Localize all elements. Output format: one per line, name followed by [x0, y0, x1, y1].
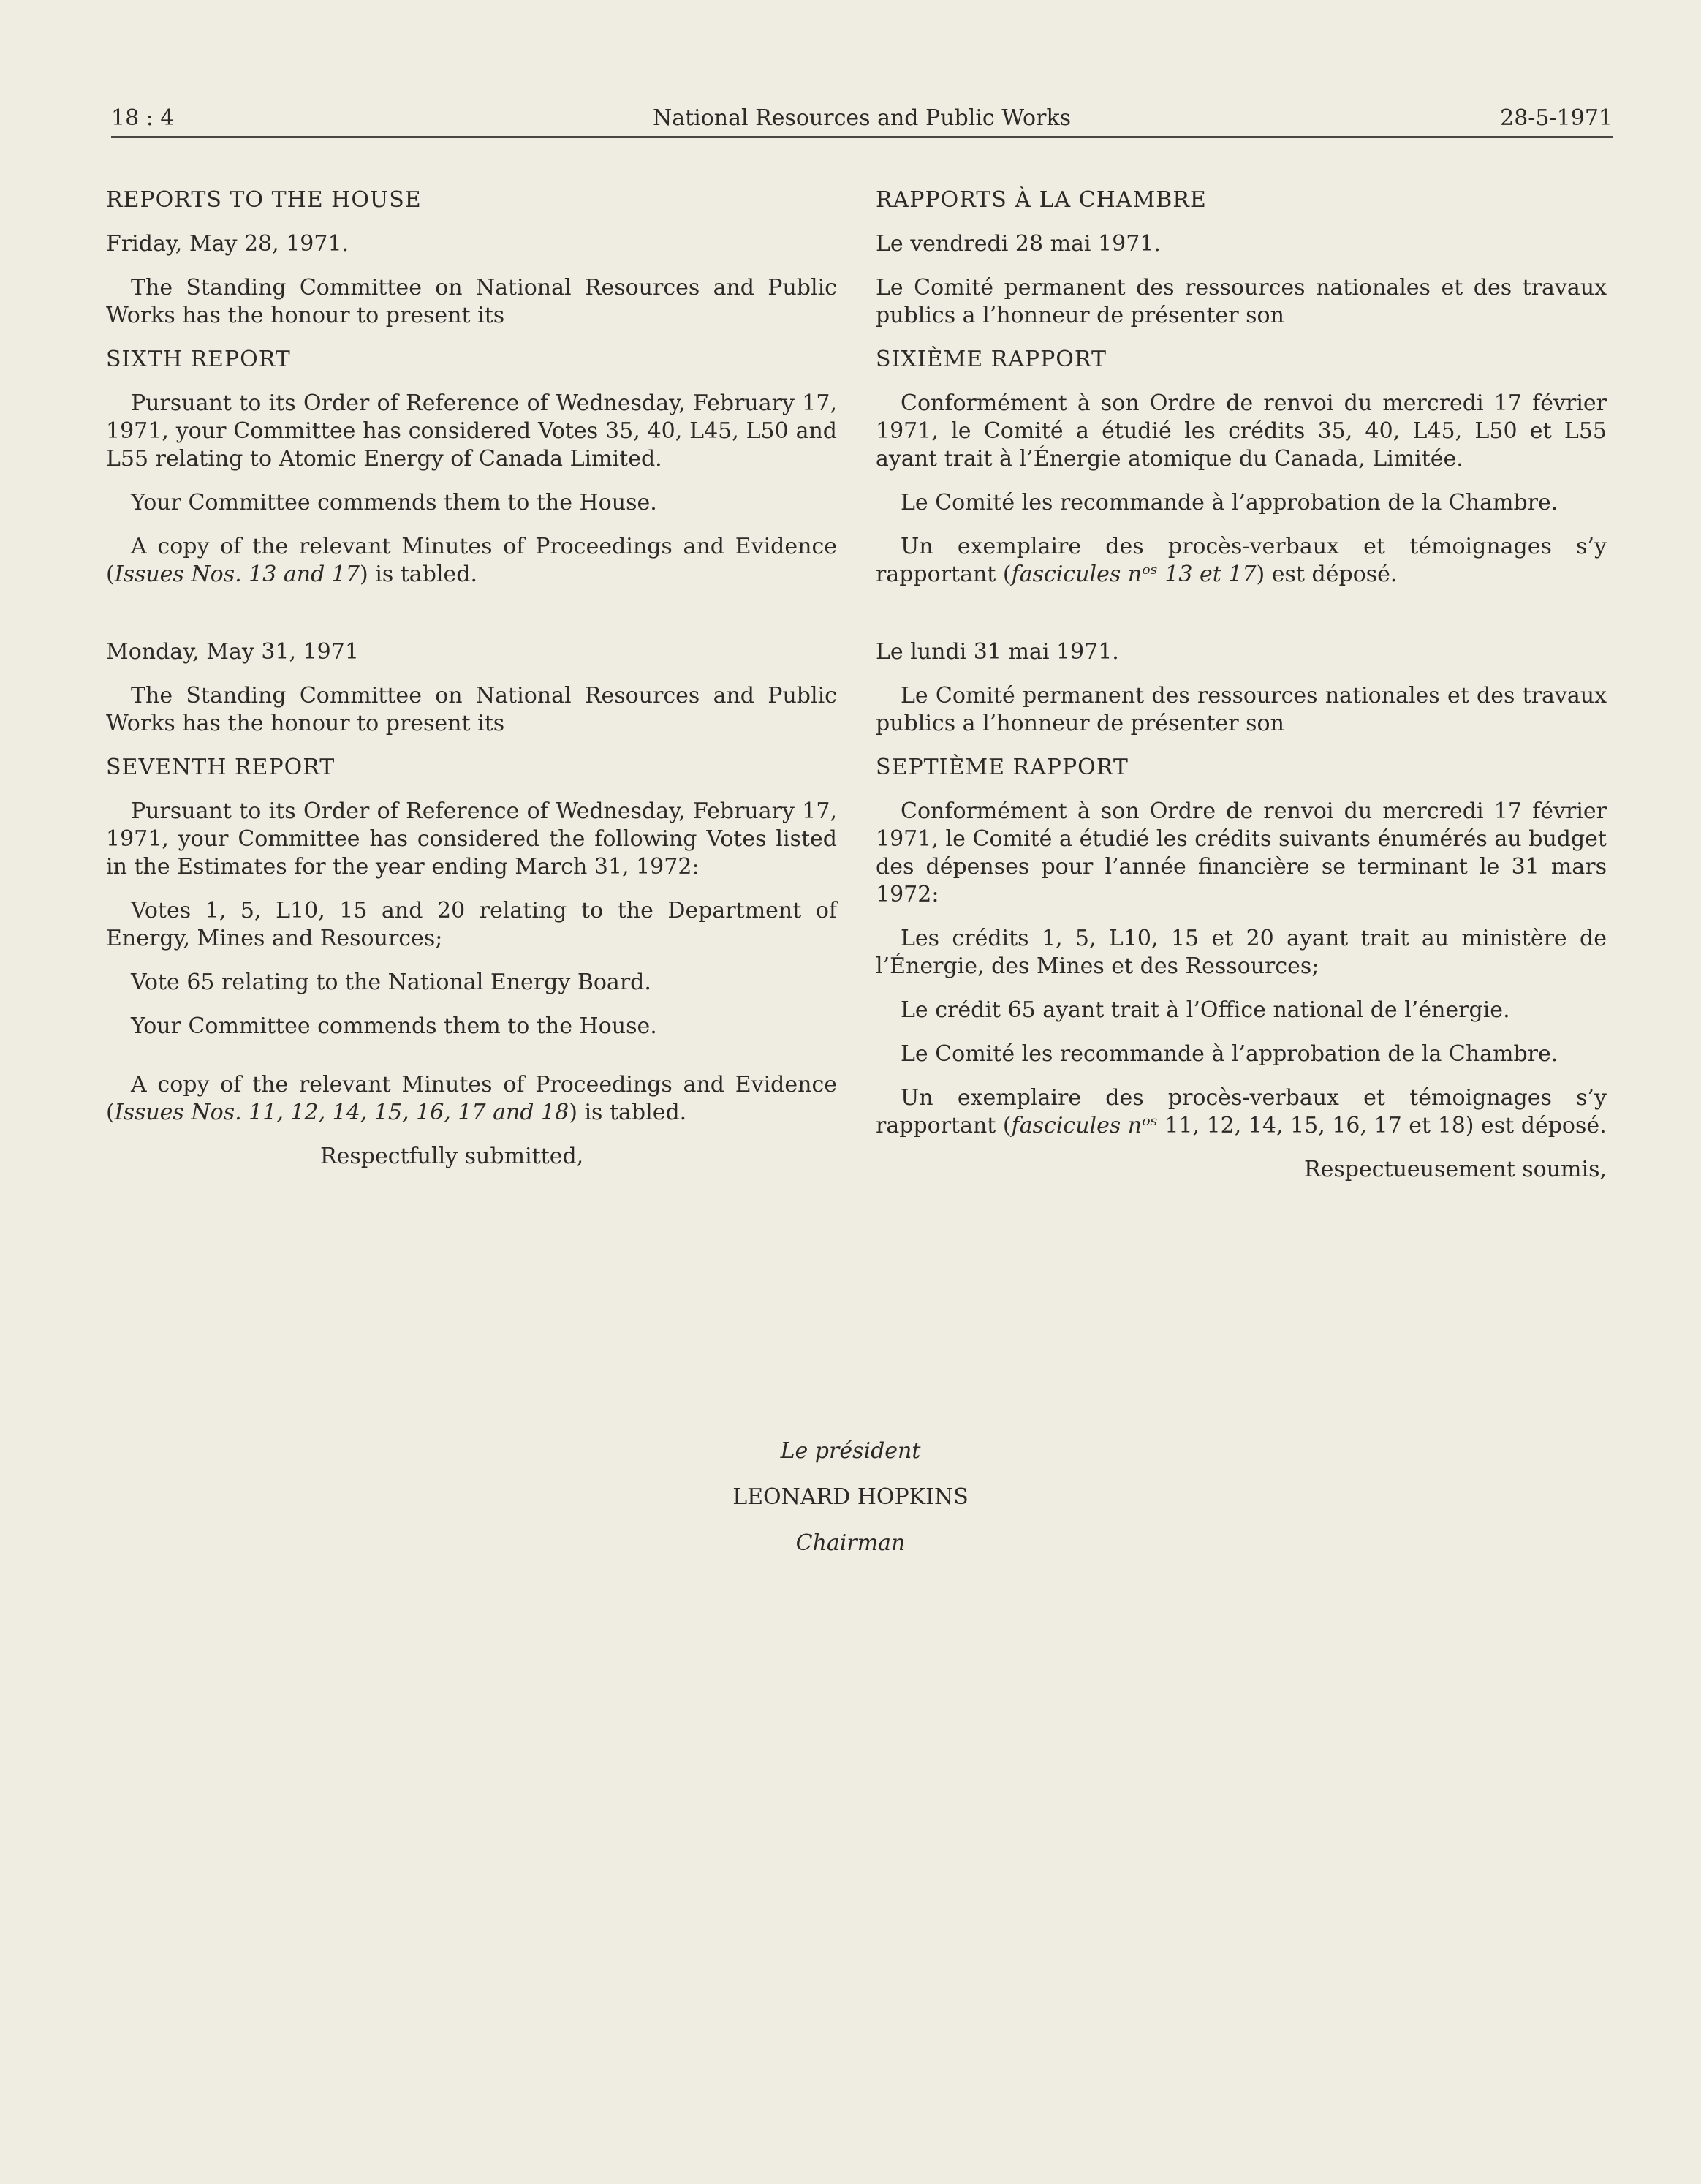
- closing-line: Respectueusement soumis,: [1304, 1157, 1607, 1182]
- report-date: Monday, May 31, 1971: [106, 639, 359, 665]
- report-intro: Le Comité permanent des ressources nationales et des travaux publics a l’honneur de présenter son: [876, 275, 1607, 328]
- report-vote-65: Le crédit 65 ayant trait à l’Office national de l’énergie.: [901, 997, 1510, 1023]
- report-body: Pursuant to its Order of Reference of Wednesday, February 17, 1971, your Committee has considered the following Votes listed in the Estimates for the year ending March 31, 1972:: [106, 798, 837, 880]
- report-title: SEPTIÈME RAPPORT: [876, 755, 1129, 780]
- report-vote-65: Vote 65 relating to the National Energy Board.: [131, 970, 651, 995]
- report-body: Conformément à son Ordre de renvoi du mercredi 17 février 1971, le Comité a étudié les crédits 35, 40, L45, L50 et L55 ayant trait à l’Énergie atomique du Canada, Limitée.: [876, 390, 1607, 472]
- section-heading: REPORTS TO THE HOUSE: [106, 187, 422, 213]
- report-body: Conformément à son Ordre de renvoi du mercredi 17 février 1971, le Comité a étudié les crédits suivants énumérés au budget des dépenses pour l’année financière se terminant le 31 mars 1972:: [876, 798, 1607, 907]
- report-copy-note: A copy of the relevant Minutes of Proceedings and Evidence (Issues Nos. 13 and 17) is tabled.: [106, 534, 837, 587]
- report-commend: Your Committee commends them to the House.: [131, 490, 657, 515]
- running-title: National Resources and Public Works: [652, 105, 1072, 131]
- report-title: SIXIÈME RAPPORT: [876, 347, 1107, 372]
- report-votes: Votes 1, 5, L10, 15 and 20 relating to the Department of Energy, Mines and Resources;: [106, 898, 837, 951]
- closing-line: Respectfully submitted,: [320, 1144, 584, 1169]
- report-copy-note: A copy of the relevant Minutes of Proceedings and Evidence (Issues Nos. 11, 12, 14, 15, 16, 17 and 18) is tabled.: [106, 1072, 837, 1125]
- report-commend: Your Committee commends them to the House.: [131, 1013, 657, 1039]
- report-title: SIXTH REPORT: [106, 347, 291, 372]
- report-date: Friday, May 28, 1971.: [106, 231, 349, 257]
- report-intro: The Standing Committee on National Resources and Public Works has the honour to present its: [106, 683, 837, 736]
- english-column: [106, 186, 837, 1187]
- report-date: Le lundi 31 mai 1971.: [876, 639, 1119, 665]
- report-commend: Le Comité les recommande à l’approbation de la Chambre.: [901, 490, 1558, 515]
- chair-name: LEONARD HOPKINS: [732, 1484, 969, 1510]
- chair-title-en: Chairman: [795, 1530, 906, 1556]
- report-copy-note: Un exemplaire des procès-verbaux et témoignages s’y rapportant (fascicules nᵒˢ 11, 12, 14, 15, 16, 17 et 18) est déposé.: [876, 1085, 1607, 1138]
- report-commend: Le Comité les recommande à l’approbation de la Chambre.: [901, 1041, 1558, 1067]
- report-title: SEVENTH REPORT: [106, 755, 336, 780]
- chair-title-fr: Le président: [780, 1438, 921, 1464]
- report-body: Pursuant to its Order of Reference of Wednesday, February 17, 1971, your Committee has considered Votes 35, 40, L45, L50 and L55 relating to Atomic Energy of Canada Limited.: [106, 390, 837, 472]
- report-copy-note: Un exemplaire des procès-verbaux et témoignages s’y rapportant (fascicules nᵒˢ 13 et 17) est déposé.: [876, 534, 1607, 587]
- report-intro: The Standing Committee on National Resources and Public Works has the honour to present its: [106, 275, 837, 328]
- report-date: Le vendredi 28 mai 1971.: [876, 231, 1161, 257]
- report-intro: Le Comité permanent des ressources nationales et des travaux publics a l’honneur de présenter son: [876, 683, 1607, 736]
- french-column: [876, 186, 1607, 1200]
- section-heading: RAPPORTS À LA CHAMBRE: [876, 187, 1207, 213]
- header-date: 28-5-1971: [1500, 105, 1613, 131]
- report-votes: Les crédits 1, 5, L10, 15 et 20 ayant trait au ministère de l’Énergie, des Mines et des Ressources;: [876, 926, 1607, 979]
- page-number: 18 : 4: [111, 105, 175, 131]
- signature-block: [0, 1437, 1701, 1576]
- page-header: [111, 101, 1613, 138]
